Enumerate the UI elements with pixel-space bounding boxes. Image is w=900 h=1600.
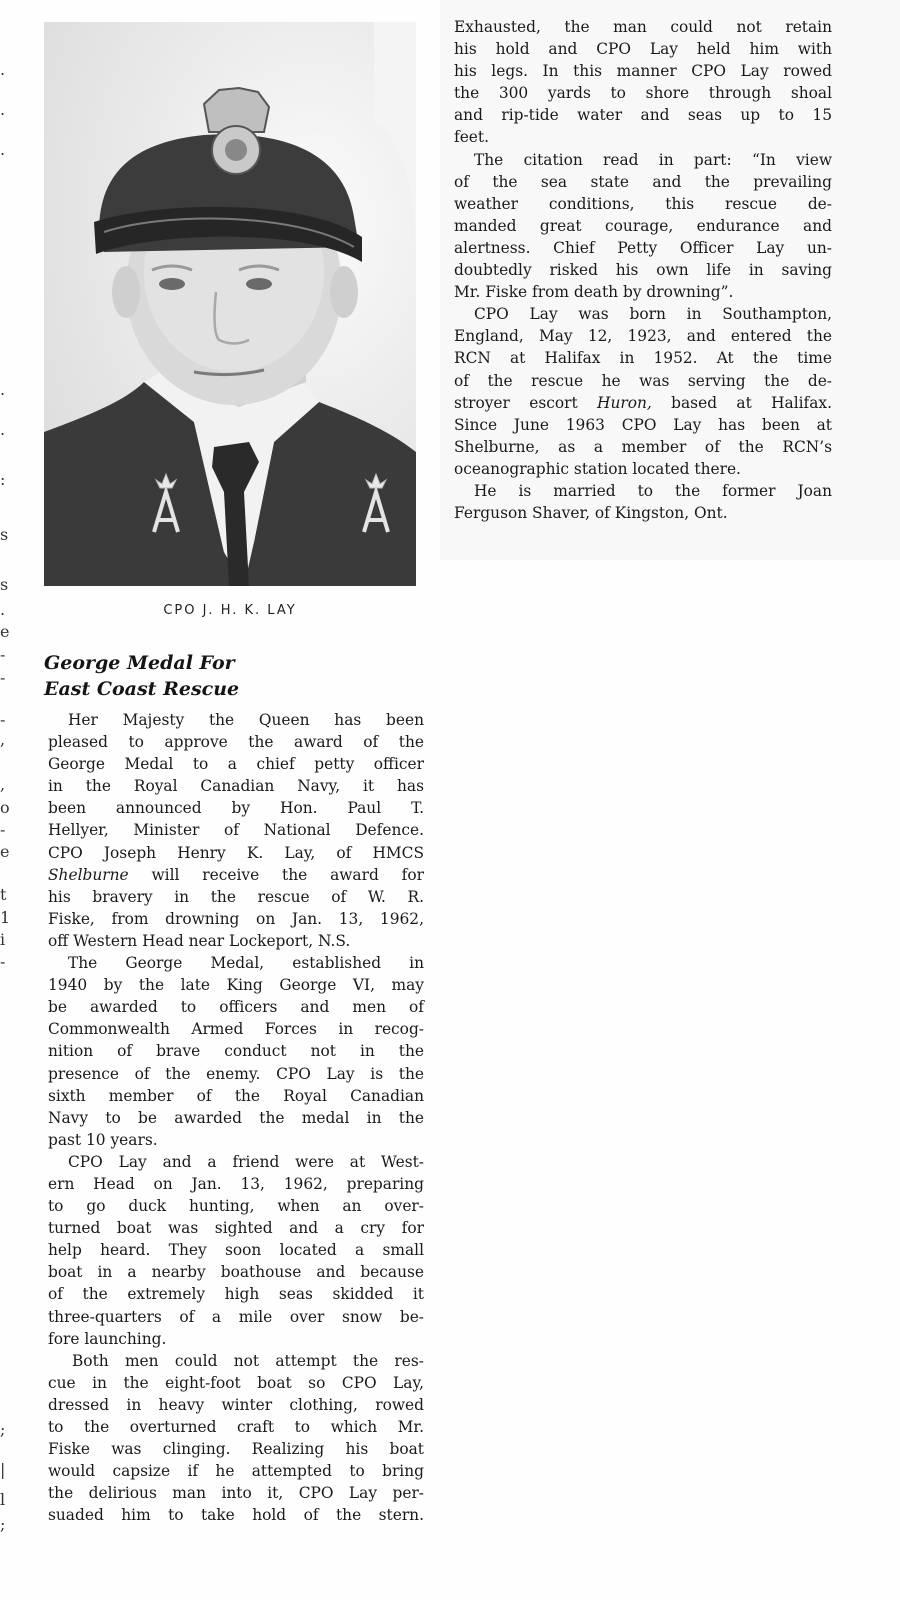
text-line: [48, 1328, 424, 1350]
text-line: [48, 731, 424, 753]
text-line: [48, 1040, 424, 1062]
text-line: [48, 1306, 424, 1328]
text-segment: Both men could not attempt the res-: [72, 1351, 424, 1370]
text-segment: Fiske, from drowning on Jan. 13, 1962,: [48, 909, 424, 928]
article-headline: [44, 650, 424, 702]
text-line: [454, 502, 832, 524]
article-body-left-column: [48, 709, 424, 1526]
text-line: [454, 126, 832, 148]
text-segment: been announced by Hon. Paul T.: [48, 799, 424, 818]
text-line: [48, 974, 424, 996]
margin-mark: ,: [0, 775, 6, 794]
text-line: [48, 1063, 424, 1085]
text-line: [454, 60, 832, 82]
margin-mark: :: [0, 470, 6, 489]
text-line: [48, 1394, 424, 1416]
text-line: [48, 952, 424, 974]
margin-mark: .: [0, 600, 6, 619]
text-segment: of the extremely high seas skidded it: [48, 1285, 424, 1304]
text-segment: boat in a nearby boathouse and because: [48, 1263, 424, 1282]
text-line: [48, 1482, 424, 1504]
italic-ship-name: Shelburne: [48, 865, 129, 884]
text-line: [454, 215, 832, 237]
text-line: [48, 1018, 424, 1040]
margin-mark: |: [0, 1460, 6, 1479]
text-segment: England, May 12, 1923, and entered the: [454, 327, 832, 346]
text-segment: nition of brave conduct not in the: [48, 1042, 424, 1061]
text-segment: George Medal to a chief petty officer: [48, 755, 424, 774]
margin-mark: s: [0, 525, 9, 544]
text-line: [48, 1438, 424, 1460]
text-segment: past 10 years.: [48, 1130, 158, 1149]
text-line: [48, 1416, 424, 1438]
text-segment: based at Halifax.: [651, 393, 833, 412]
text-line: [48, 1261, 424, 1283]
text-segment: Exhausted, the man could not retain: [454, 18, 832, 36]
text-segment: Shelburne, as a member of the RCN’s: [454, 437, 832, 456]
text-segment: and rip-tide water and seas up to 15: [454, 106, 832, 125]
text-segment: cue in the eight-foot boat so CPO Lay,: [48, 1373, 424, 1392]
text-line: [48, 1173, 424, 1195]
text-line: [48, 819, 424, 841]
text-segment: Commonwealth Armed Forces in recog-: [48, 1020, 424, 1039]
portrait-illustration-icon: [44, 22, 416, 586]
text-line: [48, 1350, 424, 1372]
text-line: [48, 1195, 424, 1217]
text-line: [454, 193, 832, 215]
text-line: [48, 797, 424, 819]
text-segment: of the sea state and the prevailing: [454, 172, 832, 191]
text-segment: in the Royal Canadian Navy, it has: [48, 777, 424, 796]
text-segment: suaded him to take hold of the stern.: [48, 1506, 424, 1525]
margin-mark: 1: [0, 908, 11, 927]
text-segment: will receive the award for: [128, 865, 424, 884]
margin-mark: ,: [0, 730, 6, 749]
text-line: [48, 842, 424, 864]
margin-mark: s: [0, 575, 9, 594]
text-segment: of the rescue he was serving the de-: [454, 371, 832, 390]
text-segment: turned boat was sighted and a cry for: [48, 1219, 424, 1238]
text-line: [454, 237, 832, 259]
text-line: [454, 458, 832, 480]
text-segment: Ferguson Shaver, of Kingston, Ont.: [454, 504, 728, 523]
text-segment: Fiske was clinging. Realizing his boat: [48, 1440, 424, 1459]
headline-line-2: East Coast Rescue: [44, 678, 240, 700]
portrait-photo: [44, 22, 416, 586]
text-segment: three-quarters of a mile over snow be-: [48, 1307, 424, 1326]
text-line: [454, 436, 832, 458]
text-segment: stroyer escort: [454, 393, 598, 412]
text-segment: be awarded to officers and men of: [48, 998, 424, 1017]
margin-mark: .: [0, 140, 6, 159]
text-segment: Her Majesty the Queen has been: [68, 711, 424, 729]
margin-mark: l: [0, 1490, 6, 1509]
text-segment: CPO Joseph Henry K. Lay, of HMCS: [48, 843, 424, 862]
text-line: [48, 1504, 424, 1526]
text-line: [48, 709, 424, 731]
text-segment: sixth member of the Royal Canadian: [48, 1086, 424, 1105]
text-line: [48, 1372, 424, 1394]
margin-mark: o: [0, 798, 10, 817]
text-line: [454, 104, 832, 126]
text-line: [454, 303, 832, 325]
text-line: [454, 16, 832, 38]
text-segment: would capsize if he attempted to bring: [48, 1462, 424, 1481]
text-line: [48, 1283, 424, 1305]
text-segment: fore launching.: [48, 1329, 167, 1348]
text-segment: Hellyer, Minister of National Defence.: [48, 821, 424, 840]
text-segment: his hold and CPO Lay held him with: [454, 40, 832, 59]
text-line: [454, 392, 832, 414]
text-segment: The George Medal, established in: [68, 954, 424, 973]
text-line: [454, 259, 832, 281]
margin-mark: ;: [0, 1420, 6, 1439]
margin-mark: -: [0, 820, 6, 839]
margin-bleed-marks: [0, 40, 14, 1560]
text-line: [454, 38, 832, 60]
margin-mark: e: [0, 842, 10, 861]
text-line: [48, 775, 424, 797]
margin-mark: -: [0, 952, 6, 971]
text-segment: his bravery in the rescue of W. R.: [48, 887, 424, 906]
text-line: [48, 1239, 424, 1261]
headline-line-1: George Medal For: [44, 652, 235, 674]
italic-ship-name: Huron,: [597, 393, 652, 412]
photo-caption: CPO J. H. K. LAY: [163, 603, 297, 618]
text-segment: doubtedly risked his own life in saving: [454, 261, 832, 280]
text-segment: Mr. Fiske from death by drowning”.: [454, 283, 734, 302]
text-segment: help heard. They soon located a small: [48, 1241, 424, 1260]
text-segment: to go duck hunting, when an over-: [48, 1197, 424, 1216]
text-line: [454, 281, 832, 303]
margin-mark: ;: [0, 1515, 6, 1534]
margin-mark: -: [0, 645, 6, 664]
text-line: [454, 82, 832, 104]
text-segment: The citation read in part: “In view: [474, 150, 832, 169]
text-segment: the 300 yards to shore through shoal: [454, 84, 832, 103]
text-segment: oceanographic station located there.: [454, 459, 741, 478]
text-segment: presence of the enemy. CPO Lay is the: [48, 1064, 424, 1083]
margin-mark: e: [0, 622, 10, 641]
text-line: [454, 325, 832, 347]
margin-mark: .: [0, 380, 6, 399]
margin-mark: i: [0, 930, 6, 949]
text-line: [48, 1460, 424, 1482]
text-segment: dressed in heavy winter clothing, rowed: [48, 1395, 424, 1414]
text-segment: 1940 by the late King George VI, may: [48, 976, 424, 995]
text-segment: off Western Head near Lockeport, N.S.: [48, 931, 351, 950]
margin-mark: -: [0, 668, 6, 687]
text-line: [48, 1085, 424, 1107]
text-line: [48, 1217, 424, 1239]
margin-mark: .: [0, 100, 6, 119]
text-segment: pleased to approve the award of the: [48, 733, 424, 752]
text-line: [454, 171, 832, 193]
text-segment: feet.: [454, 128, 489, 147]
text-line: [48, 996, 424, 1018]
text-line: [48, 1129, 424, 1151]
text-line: [454, 414, 832, 436]
text-segment: CPO Lay and a friend were at West-: [68, 1152, 424, 1171]
article-body-right-column: [454, 16, 832, 524]
text-segment: alertness. Chief Petty Officer Lay un-: [454, 238, 832, 257]
text-line: [48, 864, 424, 886]
text-line: [454, 347, 832, 369]
text-segment: the delirious man into it, CPO Lay per-: [48, 1484, 424, 1503]
text-segment: weather conditions, this rescue de-: [454, 194, 832, 213]
text-segment: He is married to the former Joan: [474, 481, 832, 500]
text-segment: Since June 1963 CPO Lay has been at: [454, 415, 832, 434]
text-line: [48, 930, 424, 952]
text-segment: his legs. In this manner CPO Lay rowed: [454, 62, 832, 81]
text-line: [454, 149, 832, 171]
text-line: [48, 1107, 424, 1129]
margin-mark: t: [0, 885, 7, 904]
text-segment: CPO Lay was born in Southampton,: [474, 305, 832, 324]
text-line: [48, 886, 424, 908]
margin-mark: .: [0, 420, 6, 439]
text-line: [48, 753, 424, 775]
margin-mark: .: [0, 60, 6, 79]
text-line: [48, 908, 424, 930]
text-segment: to the overturned craft to which Mr.: [48, 1418, 424, 1436]
text-segment: ern Head on Jan. 13, 1962, preparing: [48, 1174, 424, 1193]
margin-mark: -: [0, 710, 6, 729]
text-segment: manded great courage, endurance and: [454, 216, 832, 235]
text-segment: Navy to be awarded the medal in the: [48, 1108, 424, 1127]
text-line: [454, 480, 832, 502]
text-segment: RCN at Halifax in 1952. At the time: [454, 349, 832, 368]
text-line: [48, 1151, 424, 1173]
text-line: [454, 370, 832, 392]
